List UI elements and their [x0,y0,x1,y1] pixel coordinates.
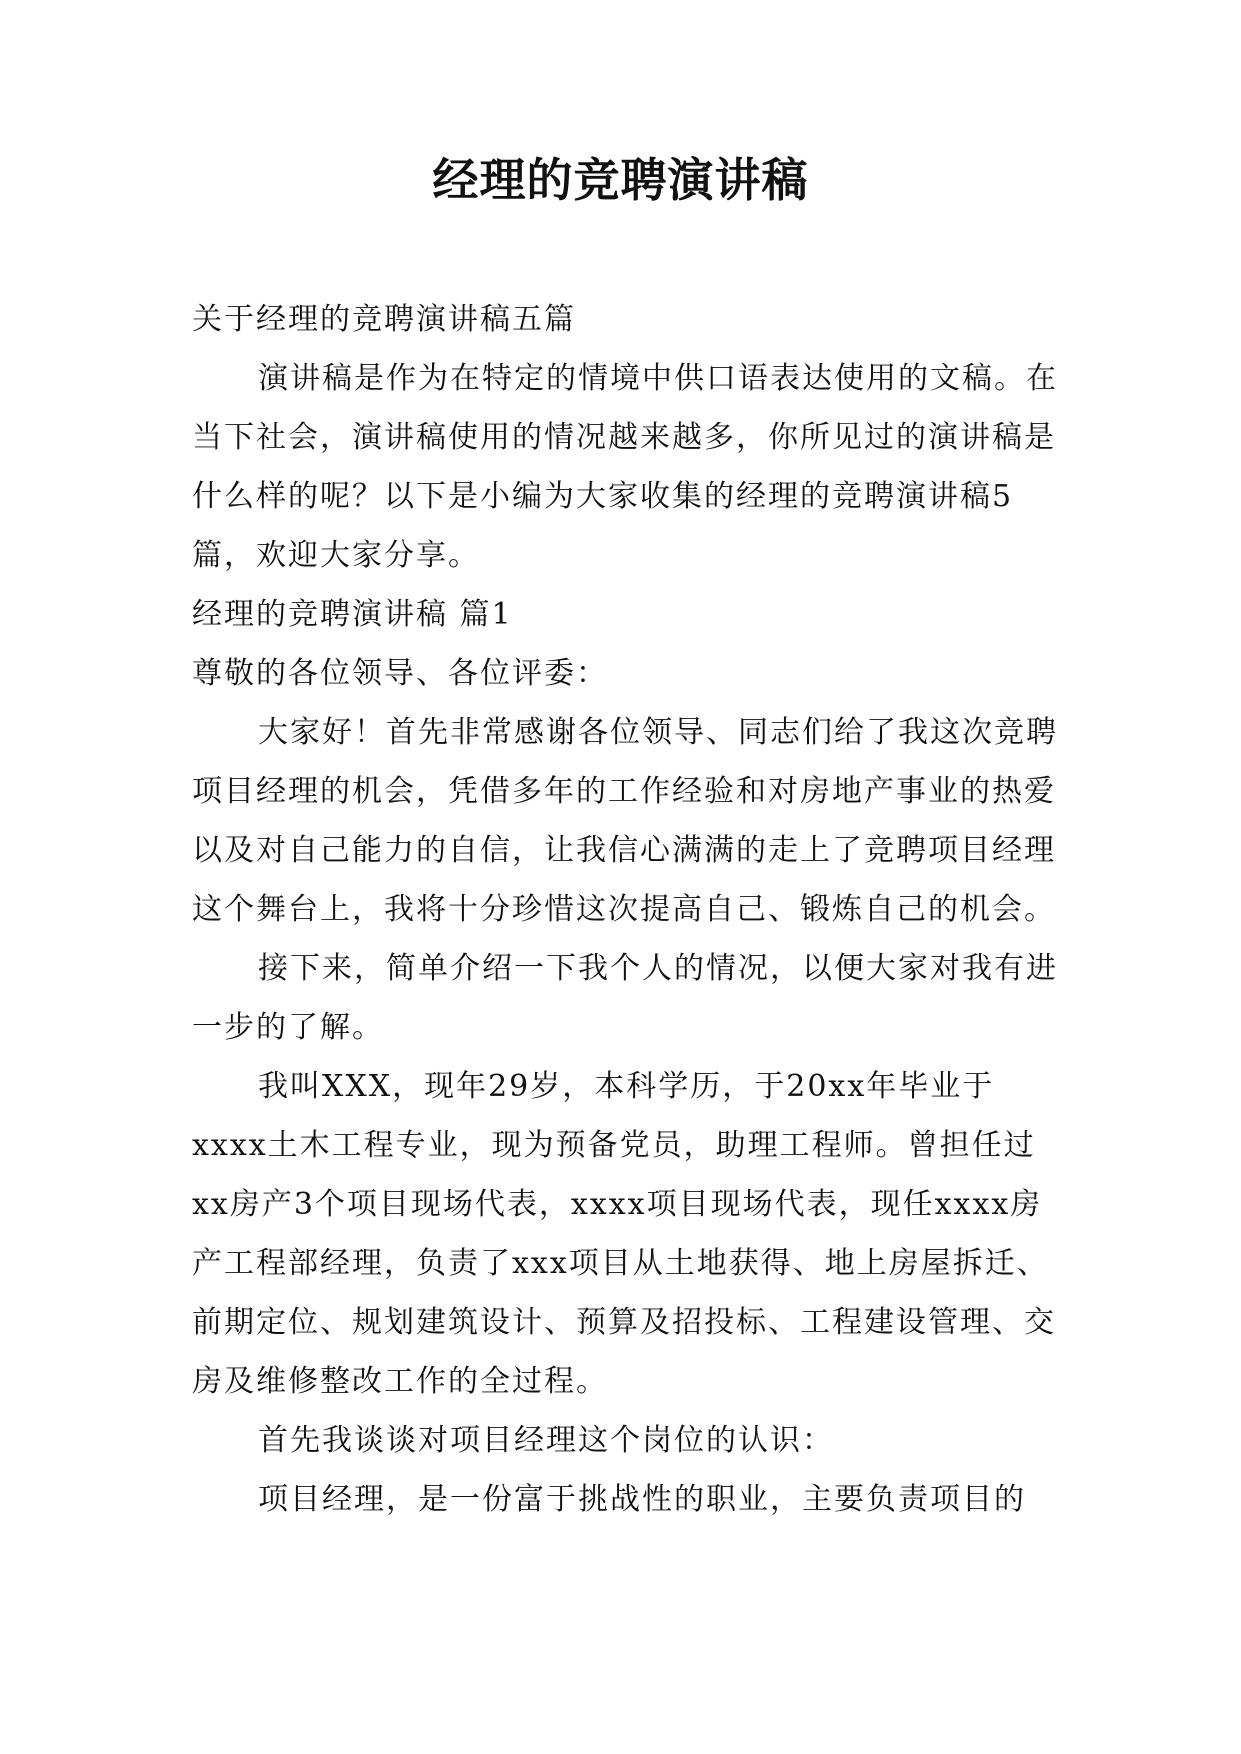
document-title: 经理的竞聘演讲稿 [432,153,809,207]
body-paragraph: 大家好！首先非常感谢各位领导、同志们给了我这次竞聘项目经理的机会，凭借多年的工作经验和对房地产事业的热爱以及对自己能力的自信，让我信心满满的走上了竞聘项目经理这个舞台上，我将十分珍惜这次提高自己、锻炼自己的机会。 [192,715,1058,927]
body-paragraph: 接下来，简单介绍一下我个人的情况，以便大家对我有进一步的了解。 [192,951,1058,1045]
intro-paragraph: 演讲稿是作为在特定的情境中供口语表达使用的文稿。在当下社会，演讲稿使用的情况越来越多，你所见过的演讲稿是什么样的呢？以下是小编为大家收集的经理的竞聘演讲稿5篇，欢迎大家分享。 [192,361,1058,573]
section-heading: 经理的竞聘演讲稿 篇1 [192,597,513,632]
salutation: 尊敬的各位领导、各位评委： [192,656,608,691]
body-paragraph: 首先我谈谈对项目经理这个岗位的认识： [258,1423,834,1458]
subtitle-line: 关于经理的竞聘演讲稿五篇 [192,302,576,337]
body-paragraph: 我叫XXX，现年29岁，本科学历，于20xx年毕业于xxxx土木工程专业，现为预备党员，助理工程师。曾担任过xx房产3个项目现场代表，xxxx项目现场代表，现任xxxx房产工程部经理，负责了xxx项目从土地获得、地上房屋拆迁、前期定位、规划建筑设计、预算及招投标、工程建设管理、交房及维修整改工作的全过程。 [192,1069,1056,1399]
document-body [192,290,1062,1529]
body-paragraph: 项目经理，是一份富于挑战性的职业，主要负责项目的 [258,1482,1026,1517]
